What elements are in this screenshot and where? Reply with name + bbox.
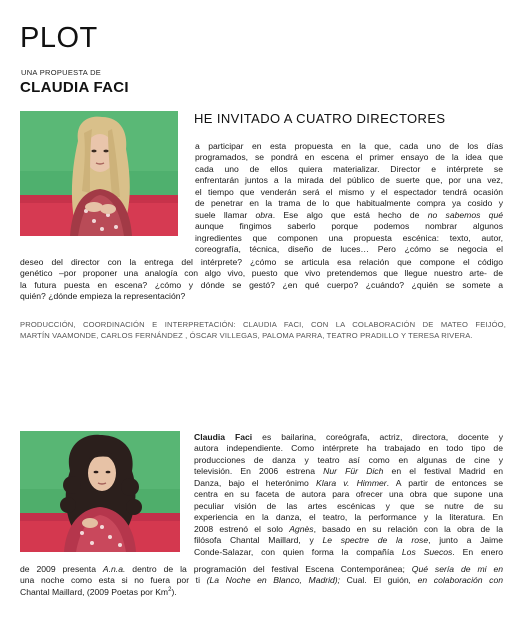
text-line: quién? ¿dónde empieza la representación? — [20, 291, 186, 302]
text-line: ingredientes que componen una propuesta escénica: texto, autor, — [195, 232, 503, 243]
bio-paragraph-continued — [20, 564, 503, 598]
text-line: la futura puesta en escena? ¿cómo y dónde se gestó? ¿en qué cuerpo? ¿cuándo? ¿quién se somete a — [20, 279, 503, 290]
text-line: el tiempo que venderán será el mismo y el espectador tendrá ocasión — [195, 186, 503, 197]
page-title: PLOT — [20, 22, 98, 54]
text-line: genético –por proponer una analogía con algo vivo, puesto que vivo pretendemos que llegue nuestro arte- de — [20, 268, 503, 279]
portrait-photo-dark-hair — [20, 431, 180, 552]
text-line: deseo del director con la entrega del intérprete? ¿cómo se articula esa relación que compone el código — [20, 257, 503, 267]
text-line: de 2009 presenta A.n.a. dentro de la programación del festival Escena Contemporánea; Qué sería de mi en — [20, 564, 503, 574]
text-line: filósofa Chantal Maillard, y Le spectre de la rose, junto a Jaime — [194, 535, 503, 546]
text-line: autora independiente. Como intérprete ha trabajado en todo tipo de — [194, 443, 503, 454]
bio-paragraph — [194, 432, 503, 558]
intro-paragraph-continued — [20, 257, 503, 303]
intro-paragraph — [195, 141, 503, 256]
text-line: peculiar visión de las artes escénicas y que se nutre de su — [194, 500, 503, 511]
text-line: cada uno de ellos quiera materializar. Director e intérprete se — [195, 163, 503, 174]
text-line: PRODUCCIÓN, COORDINACIÓN E INTERPRETACIÓN: CLAUDIA FACI, CON LA COLABORACIÓN DE MATEO FEIJÓO, — [20, 320, 506, 329]
text-line: una noche como esta si no fuera por ti (La Noche en Blanco, Madrid); Cual. El guión, en colaboración con — [20, 575, 504, 586]
text-line: enfrentarán juntos a la mirada del público de suerte que, por una vez, — [195, 175, 503, 186]
text-line: Conde-Salazar, con quien forma la compañía Los Suecos. En enero — [194, 546, 503, 557]
text-line: programados, se pondrá en escena el primer ensayo de la idea que — [195, 152, 503, 163]
text-line: experiencia en la danza, el teatro, la performance y la literatura. En — [194, 512, 503, 523]
text-line: MARTÍN VAAMONDE, CARLOS FERNÁNDEZ , ÓSCAR VILLEGAS, PALOMA PARRA, TEATRO PRADILLO Y TERESA RIVERA. — [20, 331, 473, 341]
section-heading: HE INVITADO A CUATRO DIRECTORES — [194, 111, 446, 126]
text-line: aunque fingimos saberlo porque podemos nombrar algunos — [195, 221, 503, 232]
text-line: Chantal Maillard, (2009 Poetas por Km$^2$). — [20, 586, 177, 597]
text-line: Danza, bajo el heterónimo Klara v. Himmer. A partir de entonces se — [194, 477, 503, 488]
subtitle: UNA PROPUESTA DE — [21, 68, 102, 77]
production-credits — [20, 319, 506, 342]
author-name: CLAUDIA FACI — [20, 79, 129, 96]
text-line: de penetrar en la trama de lo que habitualmente compra ya cosido y — [195, 198, 503, 209]
text-line: Claudia Faci es bailarina, coreógrafa, actriz, directora, docente y — [194, 432, 503, 442]
text-line: coreografía, técnica, diseño de luces… Pero ¿cómo se negocia el — [195, 244, 503, 255]
portrait-photo-blonde-wig — [20, 111, 178, 236]
text-line: producciones de danza y teatro así como en algunas de cine y — [194, 454, 503, 465]
text-line: televisión. En 2006 estrena Nur Für Dich en el festival Madrid en — [194, 466, 503, 477]
text-line: 2008 estrenó el solo Agnès, basado en su relación con la obra de la — [194, 523, 503, 534]
text-line: centra en su faceta de autora para ofrecer una obra que supone una — [194, 489, 503, 500]
text-line: a participar en esta propuesta en la que, cada uno de los días — [195, 141, 503, 151]
text-line: suele llamar obra. Ese algo que está hecho de no sabemos qué — [195, 209, 504, 220]
